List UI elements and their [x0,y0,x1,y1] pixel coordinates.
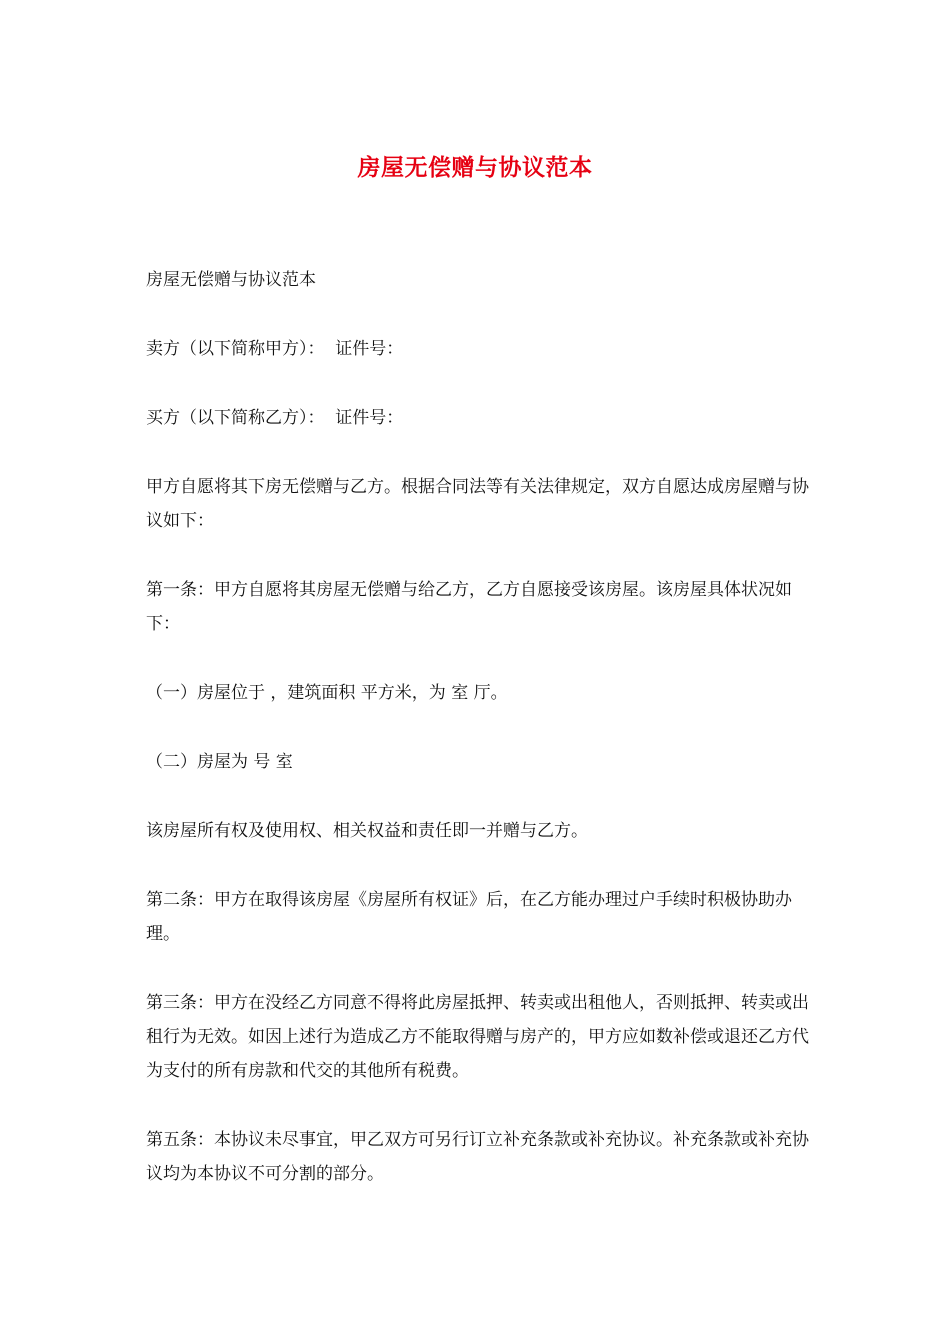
paragraph-article-2: 第二条：甲方在取得该房屋《房屋所有权证》后，在乙方能办理过户手续时积极协助办理。 [146,890,792,944]
paragraph-article-1: 第一条：甲方自愿将其房屋无偿赠与给乙方，乙方自愿接受该房屋。该房屋具体状况如下： [146,580,792,634]
paragraph-item-2: （二）房屋为 号 室 [146,752,293,772]
paragraph-article-3: 第三条：甲方在没经乙方同意不得将此房屋抵押、转卖或出租他人，否则抵押、转卖或出租行为无效。如因上述行为造成乙方不能取得赠与房产的，甲方应如数补偿或退还乙方代为支付的所有房款和代交的其他所有税费。 [146,993,809,1081]
paragraph-ownership: 该房屋所有权及使用权、相关权益和责任即一并赠与乙方。 [146,821,588,841]
document-title: 房屋无偿赠与协议范本 [357,154,593,181]
paragraph-preamble: 甲方自愿将其下房无偿赠与乙方。根据合同法等有关法律规定，双方自愿达成房屋赠与协议如下： [146,477,809,531]
paragraph-seller: 卖方（以下简称甲方）： 证件号： [146,339,404,359]
paragraph-article-5: 第五条：本协议未尽事宜，甲乙双方可另行订立补充条款或补充协议。补充条款或补充协议均为本协议不可分割的部分。 [146,1130,809,1184]
paragraph-heading: 房屋无偿赠与协议范本 [146,270,316,290]
document-body [146,263,811,1226]
paragraph-buyer: 买方（以下简称乙方）： 证件号： [146,408,404,428]
paragraph-item-1: （一）房屋位于 ，建筑面积 平方米，为 室 厅。 [146,683,508,703]
